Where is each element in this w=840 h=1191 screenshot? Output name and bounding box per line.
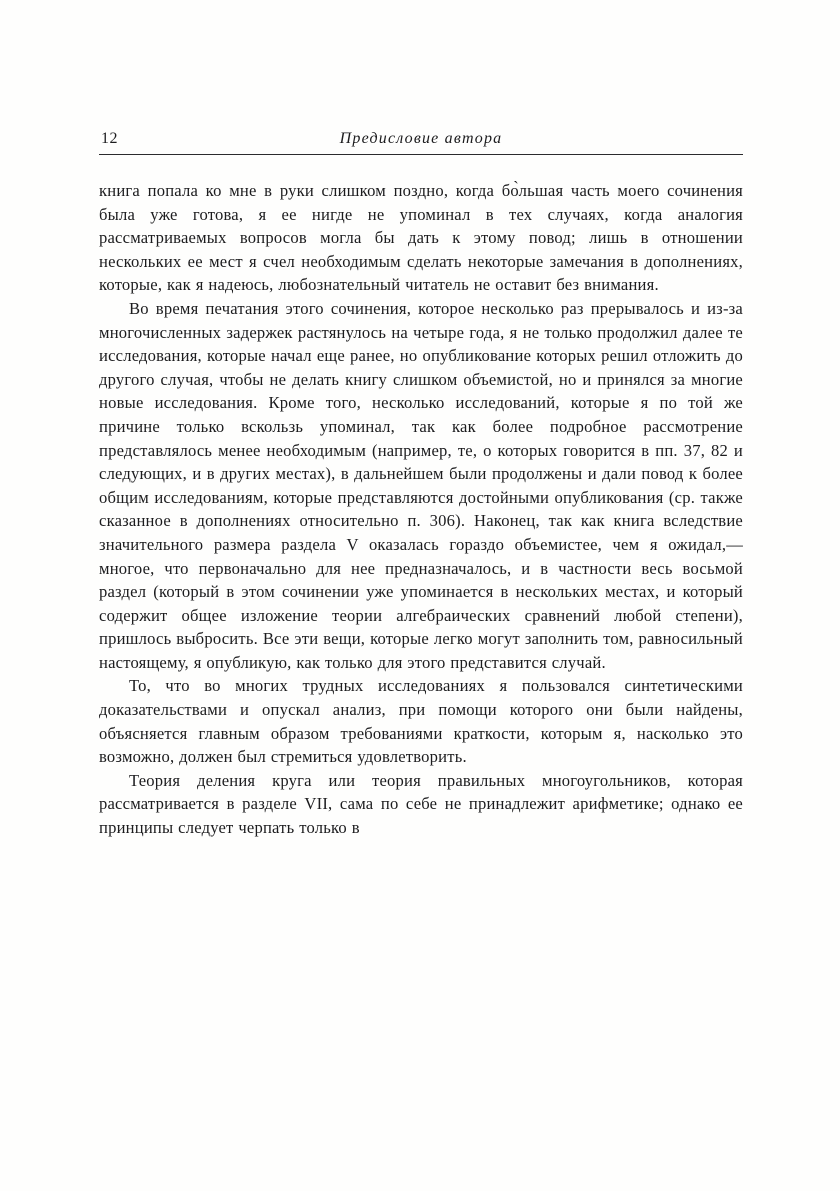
page-header — [99, 130, 743, 152]
paragraph: Во время печатания этого сочинения, которое несколько раз прерывалось и из-за многочисленных задержек растянулось на четыре года, я не только продолжил далее те исследования, которые начал еще ранее, но опубликование которых решил отложить до другого случая, чтобы не делать книгу слишком объемистой, но и принялся за многие новые исследования. Кроме того, несколько исследований, которые я по той же причине только вскользь упоминал, так как более подробное рассмотрение представлялось менее необходимым (например, те, о которых говорится в пп. 37, 82 и следующих, и в других местах), в дальнейшем были продолжены и дали повод к более общим исследованиям, которые представляются достойными опубликования (ср. также сказанное в дополнениях относительно п. 306). Наконец, так как книга вследствие значительного размера раздела V оказалась гораздо объемистее, чем я ожидал,— многое, что первоначально для нее предназначалось, и в частности весь восьмой раздел (который в этом сочинении уже упоминается в нескольких местах, и который содержит общее изложение теории алгебраических сравнений любой степени), пришлось выбросить. Все эти вещи, которые легко могут заполнить том, равносильный настоящему, я опубликую, как только для этого представится случай. — [99, 298, 743, 672]
paragraph-continuation: книга попала ко мне в руки слишком поздно, когда бо̀льшая часть моего сочинения была уже готова, я ее нигде не упоминал в тех случаях, когда аналогия рассматриваемых вопросов могла бы дать к этому повод; лишь в отношении нескольких ее мест я счел необходимым сделать некоторые замечания в дополнениях, которые, как я надеюсь, любознательный читатель не оставит без внимания. — [99, 181, 743, 295]
paragraph: То, что во многих трудных исследованиях я пользовался синтетическими доказательствами и опускал анализ, при помощи которого они были найдены, объясняется главным образом требованиями краткости, которым я, насколько это возможно, должен был стремиться удовлетворить. — [99, 676, 743, 767]
header-rule — [99, 154, 743, 155]
paragraph: Теория деления круга или теория правильных многоугольников, которая рассматривается в разделе VII, сама по себе не принадлежит арифметике; однако ее принципы следует черпать только в — [99, 770, 743, 838]
running-title: Предисловие автора — [339, 130, 503, 147]
page-number: 12 — [101, 130, 118, 147]
page-body — [99, 179, 743, 840]
